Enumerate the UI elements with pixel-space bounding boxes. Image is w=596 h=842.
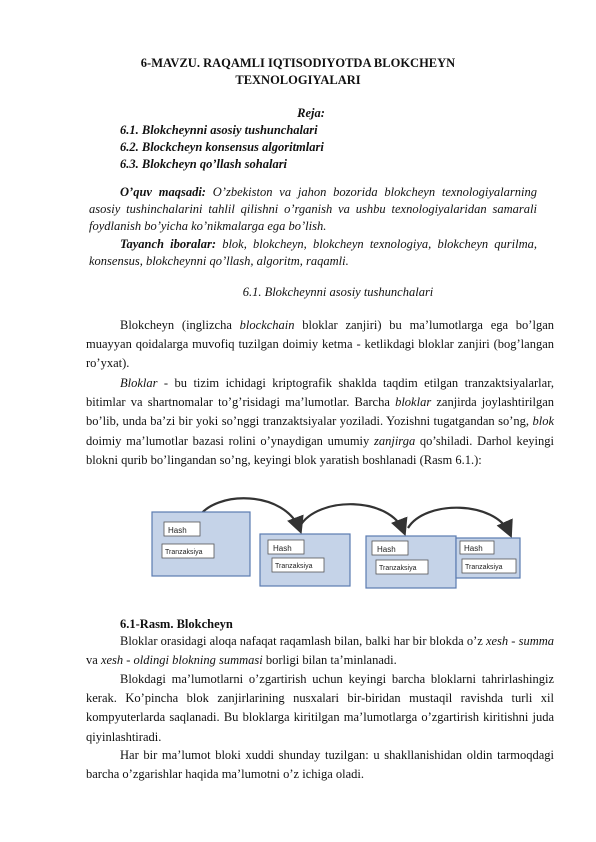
block-3 [366,536,456,588]
learning-goal-label: O’quv maqsadi: [120,185,206,199]
plan-item-2: 6.2. Blockcheyn konsensus algoritmlari [120,140,324,154]
block-2 [260,534,350,586]
learning-goal-text: O’zbekiston va jahon bozorida blokcheyn texnologiyalarning asosiy tushinchalarini tahlil qilishni o’rganish va ushbu texnologiyalaridan samarali foydlanish bo’yicha ko’nikmalarga ega bo’lish. [89,185,537,233]
paragraph-2: Bloklar - bu tizim ichidagi kriptografik shaklda taqdim etilgan tranzaktsiyalarlar, bitimlar va shartnomalar to’g’risidagi ma’lumotlar. Barcha bloklar zanjirda joylashtirilgan bo’lib, unda ba’zi bir yoki so’nggi tranzaktsiyalar yoziladi. Yozishni tugatgandan so’ng, blok doimiy ma’lumotlar bazasi rolini o’ynaydigan umumiy zanjirga qo’shiladi. Darhol keyingi blokni qurib bo’lingandan so’ng, keyingi blok yaratish boshlanadi (Rasm 6.1.): [86,376,554,467]
blockchain-diagram [150,496,540,592]
block-2-transaction-label: Tranzaksiya [275,563,313,570]
block-3-transaction-label: Tranzaksiya [379,565,417,572]
document-title-line2: TEXNOLOGIYALARI [235,73,361,87]
learning-goal [89,184,537,235]
paragraph-1: Blokcheyn (inglizcha blockchain bloklar zanjiri) bu ma’lumotlarga ega bo’lgan muayyan qoidalarga muvofiq tuzilgan doimiy ketma - ketlikdagi bloklar zanjiri (bog’langan ro’yxat). [86,318,554,371]
block-1-hash-label: Hash [168,526,187,535]
paragraph-5: Har bir ma’lumot bloki xuddi shunday tuzilgan: u shakllanishidan oldin tarmoqdagi barcha o’zgarishlar haqida ma’lumotni o’z ichiga oladi. [86,748,554,782]
paragraph-3: Bloklar orasidagi aloqa nafaqat raqamlash bilan, balki har bir blokda o’z xesh - summa va xesh - oldingi blokning summasi borligi bilan ta’minlanadi. [86,634,554,668]
plan-item-1: 6.1. Blokcheynni asosiy tushunchalari [120,123,318,137]
block-4-hash-label: Hash [464,544,483,553]
figure-caption: 6.1-Rasm. Blokcheyn [120,617,233,631]
chain-arrow-3 [408,508,510,534]
section-title: 6.1. Blokcheynni asosiy tushunchalari [242,285,434,299]
keywords-label: Tayanch iboralar: [120,237,217,251]
block-1-transaction-label: Tranzaksiya [165,549,203,556]
plan-item-3: 6.3. Blokcheyn qo’llash sohalari [120,157,288,171]
block-1 [152,512,250,576]
block-4 [456,538,520,578]
keywords-text: blok, blokcheyn, blokcheyn texnologiya, blokcheyn qurilma, konsensus, blokcheynni qo’llash, algoritm, raqamli. [89,237,538,268]
block-2-hash-label: Hash [273,544,292,553]
plan-heading: Reja: [297,106,325,120]
chain-arrow-2 [300,504,404,532]
block-4-transaction-label: Tranzaksiya [465,564,503,571]
keywords [89,236,537,270]
block-3-hash-label: Hash [377,545,396,554]
document-title-line1: 6-MAVZU. RAQAMLI IQTISODIYOTDA BLOKCHEYN [140,56,456,70]
paragraph-4: Blokdagi ma’lumotlarni o’zgartirish uchun keyingi barcha bloklarni tahrirlashingiz kerak. Ko’pincha blok zanjirlarining nusxalari bir-biridan mustaqil ravishda turli xil kompyuterlarda saqlanadi. Bu bloklarga kiritilgan ma’lumotlarga o’zgartirish kiritishni juda qiyinlashtiradi. [86,672,554,744]
